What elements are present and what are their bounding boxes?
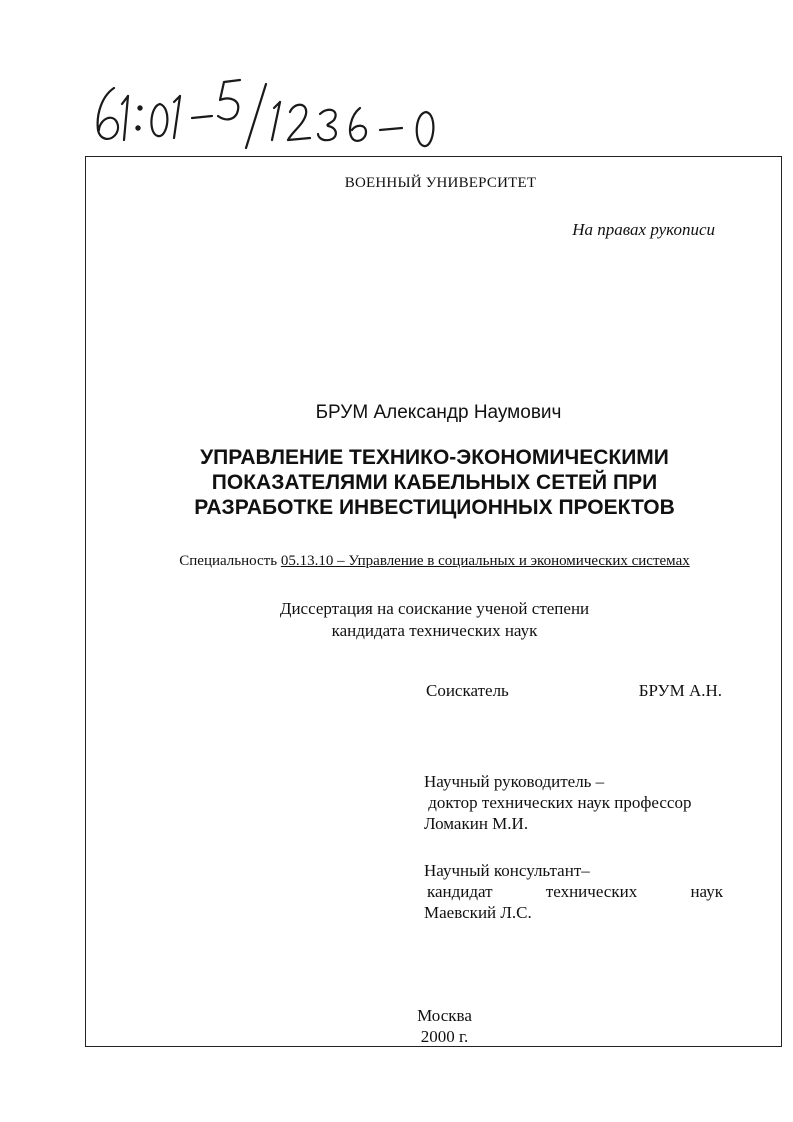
thesis-title-line: ПОКАЗАТЕЛЯМИ КАБЕЛЬНЫХ СЕТЕЙ ПРИ [211,471,658,494]
thesis-title-line: РАЗРАБОТКЕ ИНВЕСТИЦИОННЫХ ПРОЕКТОВ [194,496,675,519]
city-year [86,1005,783,1047]
consultant-title: Научный консультант– [424,861,590,880]
year: 2000 г. [420,1027,469,1046]
consultant-degree [424,881,723,902]
consultant-degree-word: технических [545,882,638,901]
handwritten-archive-code [88,74,468,158]
supervisor-name: Ломакин М.И. [424,814,529,833]
degree-statement [86,598,783,642]
manuscript-rights-note: На правах рукописи [572,220,715,239]
specialty-line [86,553,783,570]
city: Москва [417,1006,472,1025]
degree-line: кандидата технических наук [331,621,538,640]
specialty-value: 05.13.10 – Управление в социальных и экономических системах [280,553,690,569]
candidate-label: Соискатель [426,681,509,700]
university-name: ВОЕННЫЙ УНИВЕРСИТЕТ [344,175,537,191]
supervisor-title: Научный руководитель – [424,772,605,791]
supervisor-degree: доктор технических наук профессор [424,793,692,812]
consultant-degree-word: наук [690,882,723,901]
consultant-name: Маевский Л.С. [424,903,532,922]
supervisor-block [424,771,691,834]
thesis-title-line: УПРАВЛЕНИЕ ТЕХНИКО-ЭКОНОМИЧЕСКИМИ [200,446,669,469]
specialty-label: Специальность [179,553,278,569]
candidate-name: БРУМ А.Н. [638,681,722,700]
author-full-name: БРУМ Александр Наумович [315,402,562,423]
consultant-block [424,860,723,923]
thesis-title [86,445,783,520]
degree-line: Диссертация на соискание ученой степени [279,599,590,618]
handwriting-drawing [88,74,468,158]
title-page-frame [85,156,782,1047]
consultant-degree-word: кандидат [427,882,493,901]
